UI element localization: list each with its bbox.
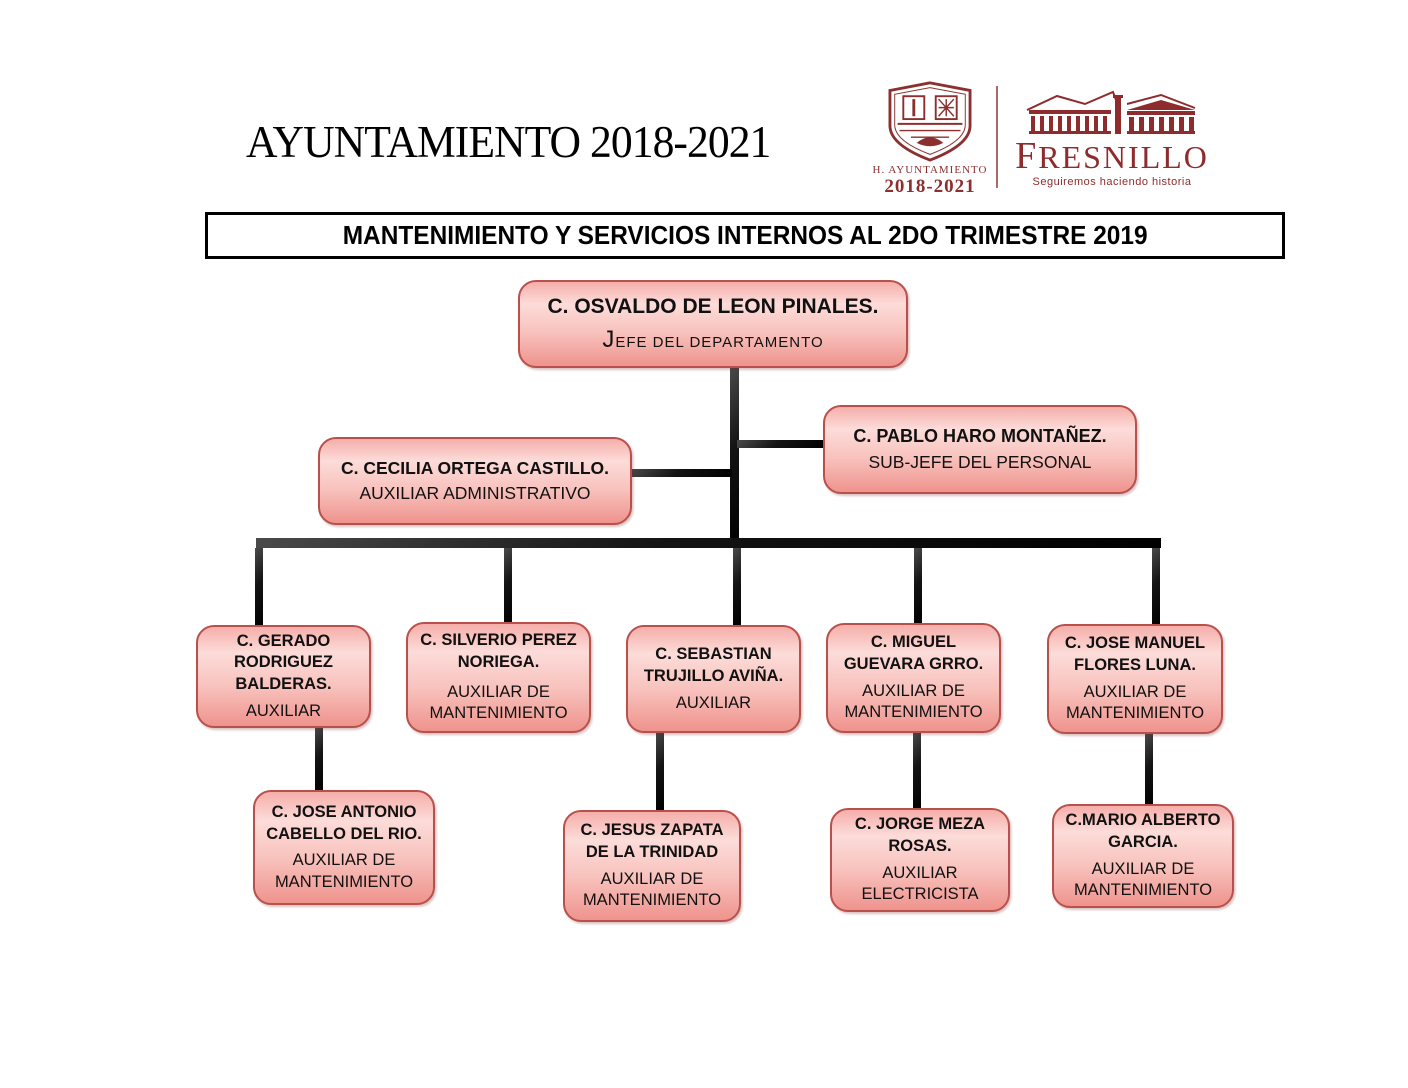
person-name: C. CECILIA ORTEGA CASTILLO. (340, 458, 609, 479)
org-node-jose-manuel-flores (1047, 624, 1223, 734)
org-node-mario-alberto-garcia (1052, 804, 1234, 908)
connector-gerado-joseantonio (315, 727, 323, 791)
org-node-jorge-meza (830, 808, 1010, 912)
person-name: C.MARIO ALBERTO GARCIA. (1065, 811, 1221, 852)
person-name: C. JOSE ANTONIO CABELLO DEL RIO. (266, 802, 422, 843)
person-role: AUXILIAR (245, 701, 322, 720)
org-node-sebastian-trujillo (626, 625, 801, 733)
colonnade-icon (1012, 88, 1212, 136)
person-role: AUXILIAR DE MANTENIMIENTO (582, 869, 722, 910)
connector-drop-miguel (914, 548, 922, 624)
connector-drop-gerado (255, 548, 263, 626)
brand-name: FRESNILLO (1015, 135, 1209, 177)
crest-caption: H. AYUNTAMIENTO (872, 164, 988, 176)
org-node-auxiliar-administrativo (318, 437, 632, 525)
person-role: AUXILIAR DE MANTENIMIENTO (844, 681, 983, 722)
person-role: AUXILIAR (675, 693, 752, 712)
header-logos (866, 80, 1216, 200)
person-name: C. OSVALDO DE LEON PINALES. (547, 295, 879, 319)
connector-drop-sebastian (733, 548, 741, 626)
department-banner-text: MANTENIMIENTO Y SERVICIOS INTERNOS AL 2DO TRIMESTRE 2019 (342, 220, 1148, 250)
connector-auxadmin-stub (631, 469, 732, 477)
page-title: AYUNTAMIENTO 2018-2021 (246, 117, 771, 167)
connector-sebastian-jesus (656, 732, 664, 811)
org-node-jesus-zapata (563, 810, 741, 922)
connector-jefe-vertical (730, 367, 739, 543)
department-banner (205, 212, 1285, 259)
connector-subjefe-stub (737, 440, 825, 448)
brand-tagline: Seguiremos haciendo historia (1032, 176, 1192, 188)
person-role: JEFE DEL DEPARTAMENTO (602, 325, 824, 353)
crest-shield-icon (872, 80, 988, 162)
connector-josemanuel-mario (1145, 734, 1153, 806)
person-name: C. GERADO RODRIGUEZ BALDERAS. (234, 631, 333, 694)
person-name: C. SILVERIO PEREZ NORIEGA. (420, 631, 577, 672)
person-role: AUXILIAR ADMINISTRATIVO (359, 483, 591, 504)
org-node-jefe-del-departamento (518, 280, 908, 368)
municipal-crest-logo (872, 80, 988, 198)
org-node-silverio-perez (406, 622, 591, 733)
person-role: AUXILIAR DE MANTENIMIENTO (274, 851, 414, 891)
person-role: AUXILIAR DE MANTENIMIENTO (1065, 682, 1205, 723)
person-name: C. SEBASTIAN TRUJILLO AVIÑA. (643, 645, 784, 685)
person-name: C. JESUS ZAPATA DE LA TRINIDAD (580, 821, 724, 862)
org-node-miguel-guevara (826, 623, 1001, 733)
person-role: AUXILIAR ELECTRICISTA (861, 863, 979, 904)
person-name: C. JORGE MEZA ROSAS. (854, 815, 986, 856)
person-name: C. JOSE MANUEL FLORES LUNA. (1064, 634, 1206, 675)
connector-miguel-jorge (913, 732, 921, 809)
crest-years: 2018-2021 (884, 176, 976, 197)
logo-divider (996, 86, 998, 188)
person-name: C. PABLO HARO MONTAÑEZ. (853, 426, 1107, 447)
org-node-gerado-rodriguez (196, 625, 371, 728)
org-node-jose-antonio-cabello (253, 790, 435, 905)
org-node-sub-jefe-personal (823, 405, 1137, 494)
connector-drop-silverio (504, 548, 512, 623)
person-role: AUXILIAR DE MANTENIMIENTO (429, 682, 568, 723)
connector-drop-josemanuel (1152, 548, 1160, 626)
person-role: AUXILIAR DE MANTENIMIENTO (1073, 859, 1213, 900)
fresnillo-logo (1012, 88, 1212, 188)
person-role: SUB-JEFE DEL PERSONAL (868, 452, 1092, 472)
connector-horizontal-bar (256, 538, 1161, 548)
person-name: C. MIGUEL GUEVARA GRRO. (843, 633, 984, 674)
